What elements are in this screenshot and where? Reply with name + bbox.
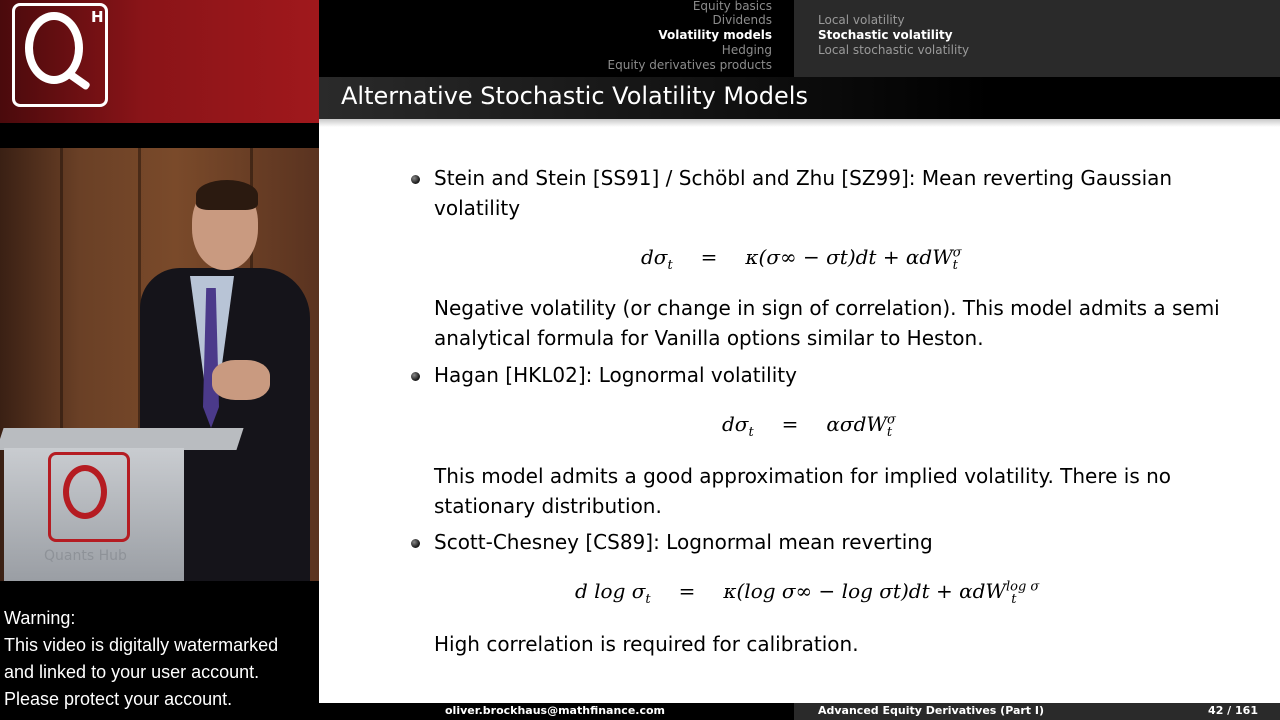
eq-lhs: d log σ: [575, 579, 646, 603]
bullet-icon: [411, 372, 420, 381]
watermark-warning: [4, 605, 316, 713]
eq-rhs: κ(σ∞ − σt)dt + αdW: [745, 245, 953, 269]
equation-stein-stein: [641, 245, 962, 273]
warning-line: This video is digitally watermarked: [4, 635, 279, 655]
bullet-text: Scott-Chesney [CS89]: Lognormal mean reverting: [434, 530, 933, 554]
slide-footer: [319, 703, 1280, 720]
eq-rhs: ασdW: [826, 412, 887, 436]
podium: [4, 448, 184, 581]
footer-page-number: 42 / 161: [1208, 704, 1258, 717]
podium-logo: [48, 452, 130, 542]
nav-section-volatility-models[interactable]: Volatility models: [658, 28, 772, 42]
warning-line: and linked to your user account.: [4, 662, 260, 682]
eq-lhs: dσ: [722, 412, 749, 436]
video-panel: [0, 0, 319, 720]
quants-hub-logo: [12, 3, 108, 107]
eq-lhs-sub: t: [645, 592, 651, 607]
eq-equals: =: [781, 412, 799, 436]
slide-navigation: [319, 0, 1280, 77]
section-nav: [319, 0, 794, 77]
speaker-video[interactable]: [0, 148, 319, 581]
eq-rhs-sup: σ: [886, 412, 896, 428]
footer-right: [794, 703, 1280, 720]
nav-section-hedging[interactable]: Hedging: [721, 43, 772, 57]
nav-section-equity-basics[interactable]: Equity basics: [692, 0, 772, 13]
warning-line: Please protect your account.: [4, 689, 233, 709]
note-text: High correlation is required for calibration.: [434, 632, 859, 656]
subsection-nav: [794, 0, 1280, 77]
note-text: Negative volatility (or change in sign of correlation). This model admits a semi analytical formula for Vanilla options similar to Heston.: [434, 296, 1220, 350]
podium-q-icon: [63, 465, 107, 519]
equation-hagan: [722, 412, 896, 440]
nav-subsection-stochastic-volatility[interactable]: Stochastic volatility: [818, 28, 953, 42]
eq-rhs-sup: σ: [952, 245, 962, 261]
bullet-text: Hagan [HKL02]: Lognormal volatility: [434, 363, 797, 387]
eq-rhs-sup: log σ: [1005, 579, 1040, 595]
equation-scott-chesney: [575, 579, 1040, 607]
footer-email: oliver.brockhaus@mathfinance.com: [445, 704, 665, 717]
eq-equals: =: [700, 245, 718, 269]
eq-lhs-sub: t: [667, 258, 673, 273]
nav-section-equity-derivatives-products[interactable]: Equity derivatives products: [607, 58, 772, 72]
bullet-text: Stein and Stein [SS91] / Schöbl and Zhu [SZ99]: Mean reverting Gaussian volatility: [434, 166, 1173, 220]
nav-subsection-local-volatility[interactable]: Local volatility: [818, 13, 905, 27]
logo-band: [0, 0, 319, 123]
eq-lhs-sub: t: [748, 425, 754, 440]
eq-rhs-sub: t: [1011, 592, 1017, 607]
podium-text: Quants Hub: [44, 548, 127, 564]
speaker-hand: [212, 360, 270, 400]
slide-title: Alternative Stochastic Volatility Models: [341, 82, 808, 110]
eq-lhs: dσ: [641, 245, 668, 269]
warning-line: Warning:: [4, 608, 76, 628]
eq-equals: =: [678, 579, 696, 603]
slide: [319, 0, 1280, 720]
title-shadow: [319, 119, 1280, 127]
logo-superscript: H: [91, 8, 104, 26]
eq-rhs-sub: t: [952, 258, 958, 273]
podium-top: [0, 428, 244, 450]
bullet-icon: [411, 175, 420, 184]
bullet-icon: [411, 539, 420, 548]
footer-course-title: Advanced Equity Derivatives (Part I): [818, 704, 1045, 717]
nav-section-dividends[interactable]: Dividends: [712, 13, 772, 27]
eq-rhs-sub: t: [886, 425, 893, 440]
eq-rhs: κ(log σ∞ − log σt)dt + αdW: [723, 579, 1006, 603]
slide-content: [319, 127, 1280, 703]
logo-q-tail: [65, 69, 91, 90]
slide-title-bar: [319, 77, 1280, 119]
note-text: This model admits a good approximation for implied volatility. There is no stationary distribution.: [434, 464, 1172, 518]
speaker-hair: [196, 180, 258, 210]
nav-subsection-local-stochastic-volatility[interactable]: Local stochastic volatility: [818, 43, 970, 57]
